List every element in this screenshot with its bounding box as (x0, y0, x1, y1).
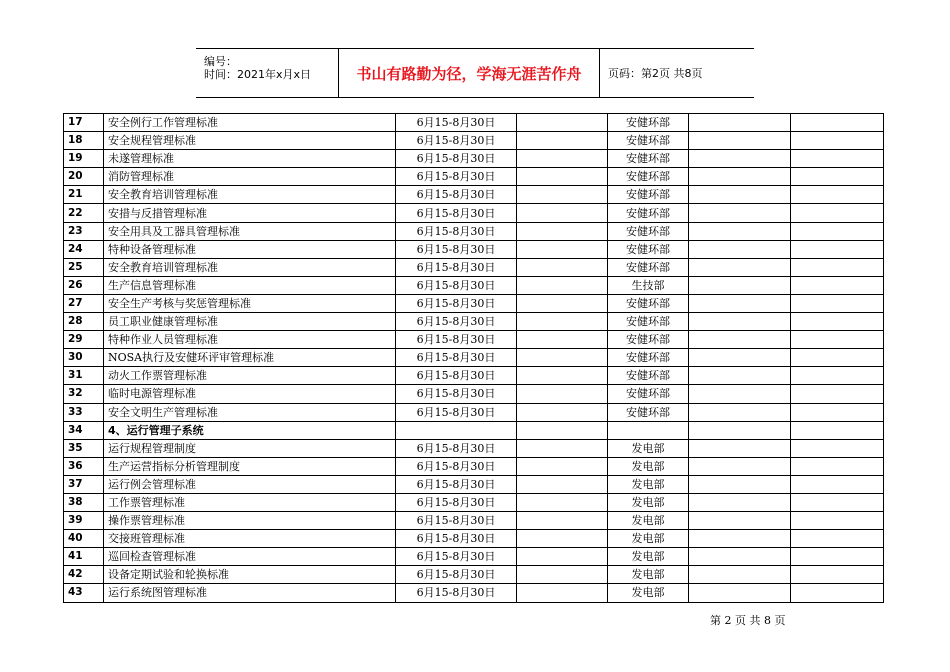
standard-name: 生产信息管理标准 (104, 276, 396, 294)
table-row (64, 258, 884, 276)
schedule-date: 6月15-8月30日 (396, 331, 517, 349)
table-row (64, 349, 884, 367)
empty-cell (791, 457, 884, 475)
standards-table (63, 113, 884, 603)
table-row (64, 168, 884, 186)
empty-cell (517, 530, 608, 548)
empty-cell (517, 168, 608, 186)
standard-name: 安全例行工作管理标准 (104, 114, 396, 132)
responsible-dept: 发电部 (608, 475, 689, 493)
table-body (64, 114, 884, 603)
schedule-date: 6月15-8月30日 (396, 457, 517, 475)
standard-name: 交接班管理标准 (104, 530, 396, 548)
row-number: 39 (64, 512, 104, 530)
schedule-date: 6月15-8月30日 (396, 240, 517, 258)
responsible-dept: 安健环部 (608, 294, 689, 312)
table-row (64, 584, 884, 602)
table-row (64, 313, 884, 331)
empty-cell (517, 222, 608, 240)
empty-cell (689, 421, 791, 439)
empty-cell (791, 548, 884, 566)
empty-cell (689, 385, 791, 403)
row-number: 40 (64, 530, 104, 548)
schedule-date: 6月15-8月30日 (396, 186, 517, 204)
empty-cell (517, 294, 608, 312)
empty-cell (791, 403, 884, 421)
responsible-dept (608, 421, 689, 439)
schedule-date: 6月15-8月30日 (396, 294, 517, 312)
empty-cell (791, 222, 884, 240)
schedule-date: 6月15-8月30日 (396, 132, 517, 150)
empty-cell (517, 367, 608, 385)
standard-name: 安全教育培训管理标准 (104, 258, 396, 276)
empty-cell (689, 548, 791, 566)
empty-cell (689, 276, 791, 294)
responsible-dept: 安健环部 (608, 403, 689, 421)
schedule-date: 6月15-8月30日 (396, 222, 517, 240)
schedule-date: 6月15-8月30日 (396, 349, 517, 367)
empty-cell (689, 168, 791, 186)
standard-name: 安全规程管理标准 (104, 132, 396, 150)
responsible-dept: 发电部 (608, 566, 689, 584)
table-row (64, 566, 884, 584)
standard-name: 运行规程管理制度 (104, 439, 396, 457)
empty-cell (689, 204, 791, 222)
responsible-dept: 安健环部 (608, 258, 689, 276)
schedule-date: 6月15-8月30日 (396, 475, 517, 493)
table-row (64, 204, 884, 222)
standard-name: 运行例会管理标准 (104, 475, 396, 493)
row-number: 30 (64, 349, 104, 367)
empty-cell (689, 512, 791, 530)
page-header (196, 48, 754, 98)
row-number: 32 (64, 385, 104, 403)
standard-name: 操作票管理标准 (104, 512, 396, 530)
schedule-date: 6月15-8月30日 (396, 276, 517, 294)
row-number: 27 (64, 294, 104, 312)
responsible-dept: 发电部 (608, 530, 689, 548)
empty-cell (791, 204, 884, 222)
empty-cell (517, 114, 608, 132)
schedule-date (396, 421, 517, 439)
table-row (64, 222, 884, 240)
empty-cell (689, 240, 791, 258)
table-row (64, 150, 884, 168)
responsible-dept: 安健环部 (608, 385, 689, 403)
row-number: 31 (64, 367, 104, 385)
schedule-date: 6月15-8月30日 (396, 403, 517, 421)
standard-name: 安全文明生产管理标准 (104, 403, 396, 421)
row-number: 25 (64, 258, 104, 276)
standard-name: NOSA执行及安健环评审管理标准 (104, 349, 396, 367)
responsible-dept: 发电部 (608, 512, 689, 530)
empty-cell (791, 240, 884, 258)
standard-name: 运行系统图管理标准 (104, 584, 396, 602)
empty-cell (689, 475, 791, 493)
empty-cell (689, 457, 791, 475)
empty-cell (791, 385, 884, 403)
standard-name: 未遂管理标准 (104, 150, 396, 168)
empty-cell (791, 530, 884, 548)
empty-cell (517, 457, 608, 475)
page-number-label: 页码：第2页 共8页 (608, 67, 703, 80)
schedule-date: 6月15-8月30日 (396, 114, 517, 132)
responsible-dept: 安健环部 (608, 313, 689, 331)
empty-cell (791, 421, 884, 439)
empty-cell (689, 403, 791, 421)
empty-cell (791, 349, 884, 367)
empty-cell (517, 313, 608, 331)
empty-cell (791, 294, 884, 312)
standard-name: 临时电源管理标准 (104, 385, 396, 403)
table-row (64, 276, 884, 294)
schedule-date: 6月15-8月30日 (396, 168, 517, 186)
empty-cell (517, 132, 608, 150)
table-row (64, 240, 884, 258)
table-row (64, 548, 884, 566)
section-title: 4、运行管理子系统 (104, 421, 396, 439)
empty-cell (517, 186, 608, 204)
row-number: 18 (64, 132, 104, 150)
empty-cell (791, 367, 884, 385)
empty-cell (689, 349, 791, 367)
responsible-dept: 发电部 (608, 584, 689, 602)
table-row (64, 493, 884, 511)
empty-cell (689, 584, 791, 602)
schedule-date: 6月15-8月30日 (396, 385, 517, 403)
table-row (64, 439, 884, 457)
standard-name: 安全用具及工器具管理标准 (104, 222, 396, 240)
table-row (64, 403, 884, 421)
empty-cell (689, 493, 791, 511)
empty-cell (791, 493, 884, 511)
row-number: 37 (64, 475, 104, 493)
row-number: 24 (64, 240, 104, 258)
responsible-dept: 安健环部 (608, 186, 689, 204)
empty-cell (517, 204, 608, 222)
row-number: 22 (64, 204, 104, 222)
standard-name: 安措与反措管理标准 (104, 204, 396, 222)
empty-cell (689, 566, 791, 584)
empty-cell (517, 385, 608, 403)
standard-name: 生产运营指标分析管理制度 (104, 457, 396, 475)
empty-cell (791, 168, 884, 186)
empty-cell (689, 294, 791, 312)
standard-name: 员工职业健康管理标准 (104, 313, 396, 331)
row-number: 35 (64, 439, 104, 457)
schedule-date: 6月15-8月30日 (396, 584, 517, 602)
row-number: 33 (64, 403, 104, 421)
empty-cell (689, 114, 791, 132)
responsible-dept: 生技部 (608, 276, 689, 294)
empty-cell (689, 150, 791, 168)
row-number: 43 (64, 584, 104, 602)
schedule-date: 6月15-8月30日 (396, 150, 517, 168)
time-label: 时间：2021年x月x日 (204, 68, 312, 81)
empty-cell (689, 222, 791, 240)
empty-cell (517, 566, 608, 584)
empty-cell (791, 331, 884, 349)
row-number: 36 (64, 457, 104, 475)
empty-cell (689, 132, 791, 150)
empty-cell (791, 566, 884, 584)
schedule-date: 6月15-8月30日 (396, 512, 517, 530)
row-number: 23 (64, 222, 104, 240)
empty-cell (517, 276, 608, 294)
empty-cell (517, 548, 608, 566)
responsible-dept: 安健环部 (608, 150, 689, 168)
empty-cell (791, 475, 884, 493)
responsible-dept: 安健环部 (608, 349, 689, 367)
number-label: 编号： (204, 55, 237, 68)
row-number: 41 (64, 548, 104, 566)
row-number: 26 (64, 276, 104, 294)
motto: 书山有路勤为径，学海无涯苦作舟 (339, 49, 600, 97)
table-row (64, 421, 884, 439)
empty-cell (517, 439, 608, 457)
empty-cell (689, 439, 791, 457)
row-number: 28 (64, 313, 104, 331)
standard-name: 巡回检查管理标准 (104, 548, 396, 566)
standard-name: 动火工作票管理标准 (104, 367, 396, 385)
row-number: 29 (64, 331, 104, 349)
responsible-dept: 安健环部 (608, 114, 689, 132)
table-row (64, 475, 884, 493)
empty-cell (517, 493, 608, 511)
empty-cell (689, 186, 791, 204)
responsible-dept: 安健环部 (608, 168, 689, 186)
empty-cell (517, 512, 608, 530)
schedule-date: 6月15-8月30日 (396, 439, 517, 457)
standard-name: 特种设备管理标准 (104, 240, 396, 258)
empty-cell (791, 186, 884, 204)
responsible-dept: 安健环部 (608, 331, 689, 349)
empty-cell (517, 421, 608, 439)
table-row (64, 385, 884, 403)
empty-cell (689, 367, 791, 385)
empty-cell (791, 439, 884, 457)
empty-cell (791, 313, 884, 331)
row-number: 19 (64, 150, 104, 168)
row-number: 34 (64, 421, 104, 439)
empty-cell (689, 331, 791, 349)
empty-cell (689, 530, 791, 548)
standard-name: 设备定期试验和轮换标准 (104, 566, 396, 584)
schedule-date: 6月15-8月30日 (396, 367, 517, 385)
table-row (64, 512, 884, 530)
table-row (64, 186, 884, 204)
page-footer: 第 2 页 共 8 页 (710, 614, 786, 627)
empty-cell (517, 331, 608, 349)
table-row (64, 530, 884, 548)
empty-cell (791, 584, 884, 602)
standard-name: 消防管理标准 (104, 168, 396, 186)
schedule-date: 6月15-8月30日 (396, 548, 517, 566)
responsible-dept: 发电部 (608, 439, 689, 457)
responsible-dept: 安健环部 (608, 204, 689, 222)
empty-cell (517, 475, 608, 493)
table-row (64, 457, 884, 475)
table-row (64, 132, 884, 150)
schedule-date: 6月15-8月30日 (396, 493, 517, 511)
responsible-dept: 发电部 (608, 493, 689, 511)
row-number: 42 (64, 566, 104, 584)
row-number: 20 (64, 168, 104, 186)
responsible-dept: 安健环部 (608, 367, 689, 385)
table-row (64, 294, 884, 312)
table-row (64, 114, 884, 132)
empty-cell (791, 512, 884, 530)
empty-cell (791, 258, 884, 276)
empty-cell (791, 114, 884, 132)
schedule-date: 6月15-8月30日 (396, 258, 517, 276)
responsible-dept: 安健环部 (608, 240, 689, 258)
schedule-date: 6月15-8月30日 (396, 313, 517, 331)
standard-name: 安全生产考核与奖惩管理标准 (104, 294, 396, 312)
responsible-dept: 安健环部 (608, 132, 689, 150)
row-number: 17 (64, 114, 104, 132)
empty-cell (517, 584, 608, 602)
row-number: 38 (64, 493, 104, 511)
table-row (64, 367, 884, 385)
empty-cell (517, 258, 608, 276)
schedule-date: 6月15-8月30日 (396, 204, 517, 222)
responsible-dept: 安健环部 (608, 222, 689, 240)
standard-name: 工作票管理标准 (104, 493, 396, 511)
empty-cell (791, 132, 884, 150)
empty-cell (689, 313, 791, 331)
table-row (64, 331, 884, 349)
schedule-date: 6月15-8月30日 (396, 530, 517, 548)
empty-cell (791, 150, 884, 168)
empty-cell (689, 258, 791, 276)
standard-name: 特种作业人员管理标准 (104, 331, 396, 349)
header-meta-cell (196, 49, 339, 97)
row-number: 21 (64, 186, 104, 204)
responsible-dept: 发电部 (608, 457, 689, 475)
schedule-date: 6月15-8月30日 (396, 566, 517, 584)
standard-name: 安全教育培训管理标准 (104, 186, 396, 204)
responsible-dept: 发电部 (608, 548, 689, 566)
empty-cell (791, 276, 884, 294)
empty-cell (517, 403, 608, 421)
empty-cell (517, 240, 608, 258)
empty-cell (517, 150, 608, 168)
empty-cell (517, 349, 608, 367)
